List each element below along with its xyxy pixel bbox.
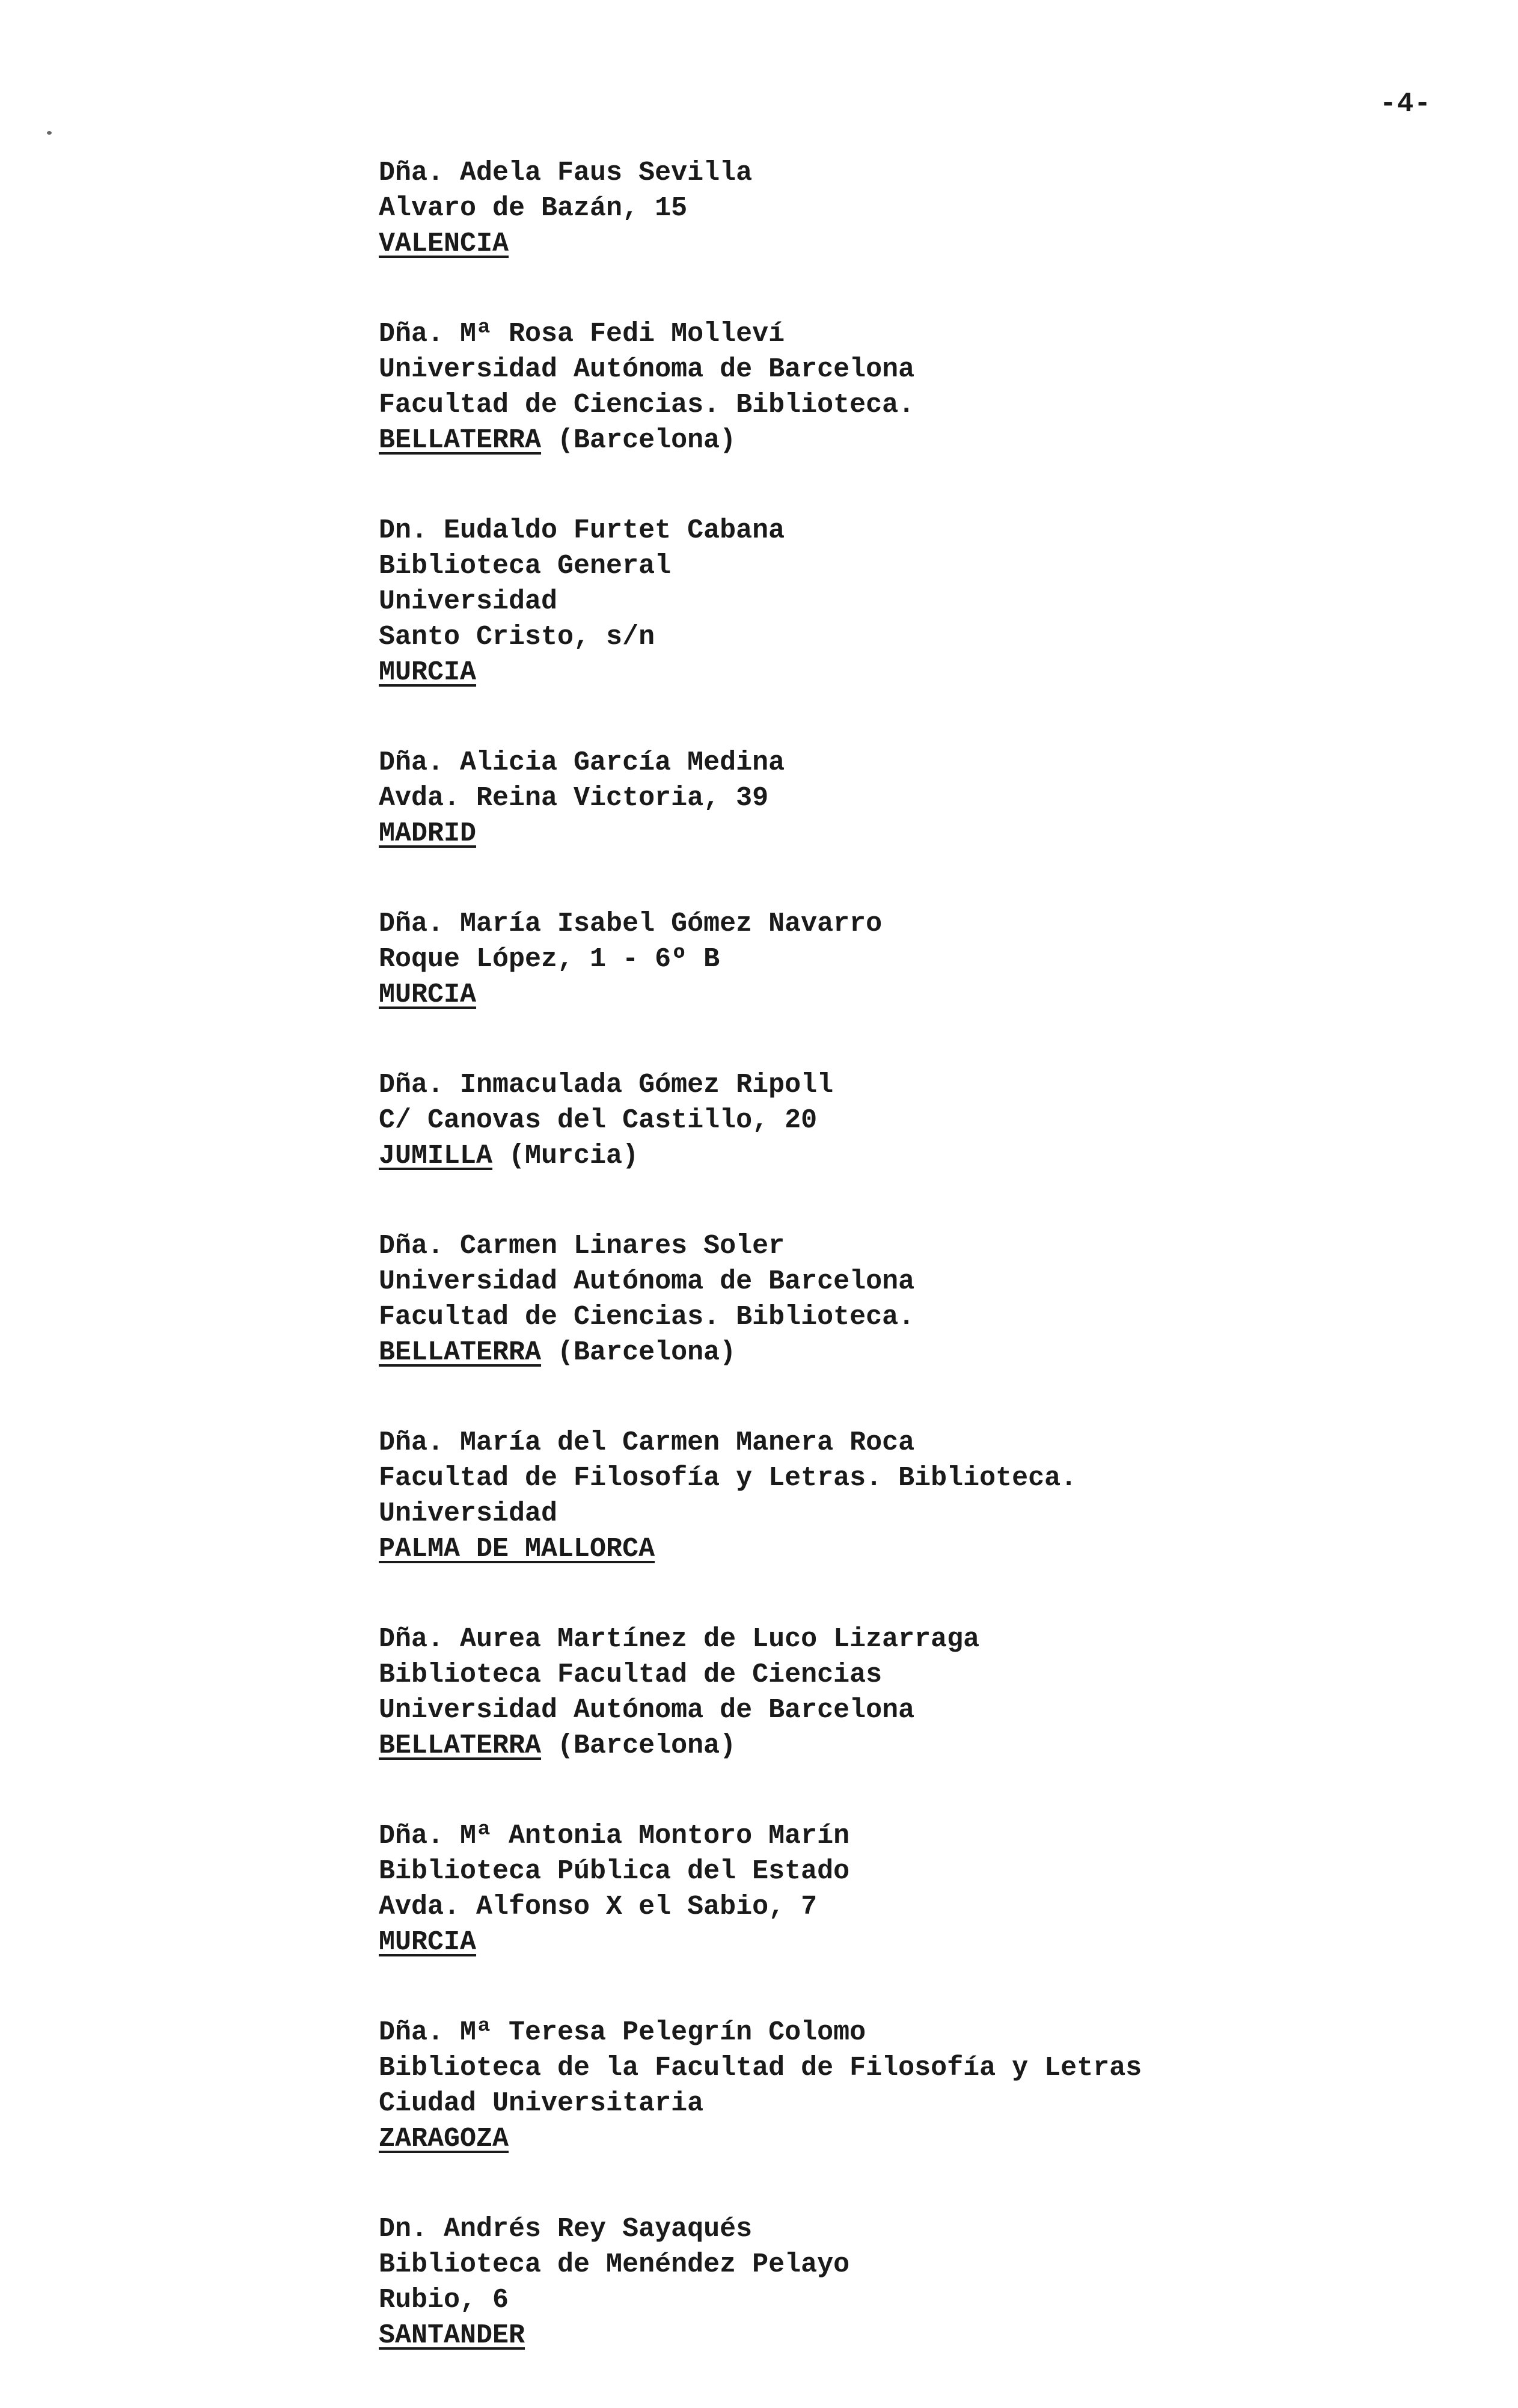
addressee-name: Dña. Carmen Linares Soler [379,1231,785,1261]
city-name: BELLATERRA [379,1730,542,1761]
address-line: Biblioteca Pública del Estado [379,1856,850,1887]
address-line: Rubio, 6 [379,2285,509,2315]
city-line [379,1335,1497,1370]
city-name: PALMA DE MALLORCA [379,1534,655,1564]
address-entry [379,906,1497,1013]
city-name: BELLATERRA [379,1337,542,1368]
city-line [379,1728,1497,1763]
address-line: Roque López, 1 - 6º B [379,944,720,975]
address-line: Facultad de Filosofía y Letras. Biblioteca. [379,1463,1077,1494]
addressee-name: Dña. Mª Teresa Pelegrín Colomo [379,2017,866,2048]
address-entry [379,1425,1497,1567]
city-line [379,655,1497,690]
address-line: Santo Cristo, s/n [379,622,655,652]
address-entry [379,2211,1497,2353]
addressee-name: Dña. María del Carmen Manera Roca [379,1427,915,1458]
address-entry [379,316,1497,458]
city-line [379,2318,1497,2353]
addressee-name: Dn. Eudaldo Furtet Cabana [379,515,785,546]
city-line [379,2121,1497,2157]
address-entry [379,1622,1497,1763]
address-line: Alvaro de Bazán, 15 [379,193,688,224]
address-line: Universidad Autónoma de Barcelona [379,1266,915,1297]
address-line: Facultad de Ciencias. Biblioteca. [379,390,915,420]
address-entry [379,2015,1497,2157]
address-entry [379,1067,1497,1174]
city-name: BELLATERRA [379,425,542,456]
page-number: -4- [1380,88,1431,120]
province-name: (Barcelona) [541,425,736,456]
addressee-name: Dña. Alicia García Medina [379,747,785,778]
address-line: Universidad Autónoma de Barcelona [379,354,915,385]
city-name: SANTANDER [379,2320,525,2351]
addressee-name: Dña. Mª Antonia Montoro Marín [379,1821,850,1851]
city-name: JUMILLA [379,1141,493,1171]
city-line [379,816,1497,851]
address-line: Universidad [379,1498,558,1529]
city-name: MADRID [379,818,477,849]
addressee-name: Dn. Andrés Rey Sayaqués [379,2214,753,2244]
address-line: Avda. Alfonso X el Sabio, 7 [379,1892,818,1922]
scan-speck [47,131,52,135]
address-line: Facultad de Ciencias. Biblioteca. [379,1302,915,1332]
city-name: ZARAGOZA [379,2124,509,2154]
address-line: Avda. Reina Victoria, 39 [379,783,769,813]
city-name: MURCIA [379,657,477,688]
address-line: Ciudad Universitaria [379,2088,704,2119]
addressee-name: Dña. Adela Faus Sevilla [379,158,753,188]
city-name: VALENCIA [379,228,509,259]
city-name: MURCIA [379,1927,477,1958]
address-entry [379,745,1497,851]
addressee-name: Dña. Inmaculada Gómez Ripoll [379,1070,834,1100]
address-list [379,155,1497,2408]
address-line: Biblioteca Facultad de Ciencias [379,1659,883,1690]
addressee-name: Dña. María Isabel Gómez Navarro [379,908,883,939]
city-line [379,977,1497,1013]
province-name: (Barcelona) [541,1337,736,1368]
address-line: Biblioteca General [379,551,672,581]
province-name: (Barcelona) [541,1730,736,1761]
address-entry [379,513,1497,690]
address-line: Universidad Autónoma de Barcelona [379,1695,915,1726]
address-line: Universidad [379,586,558,617]
address-line: C/ Canovas del Castillo, 20 [379,1105,818,1136]
city-line [379,423,1497,458]
city-name: MURCIA [379,979,477,1010]
city-line [379,1531,1497,1567]
address-entry [379,1818,1497,1960]
province-name: (Murcia) [492,1141,639,1171]
addressee-name: Dña. Mª Rosa Fedi Molleví [379,319,785,349]
address-line: Biblioteca de la Facultad de Filosofía y Letras [379,2053,1142,2083]
city-line [379,226,1497,262]
city-line [379,1138,1497,1174]
address-entry [379,155,1497,262]
city-line [379,1925,1497,1960]
addressee-name: Dña. Aurea Martínez de Luco Lizarraga [379,1624,980,1655]
address-entry [379,1228,1497,1370]
address-line: Biblioteca de Menéndez Pelayo [379,2249,850,2280]
